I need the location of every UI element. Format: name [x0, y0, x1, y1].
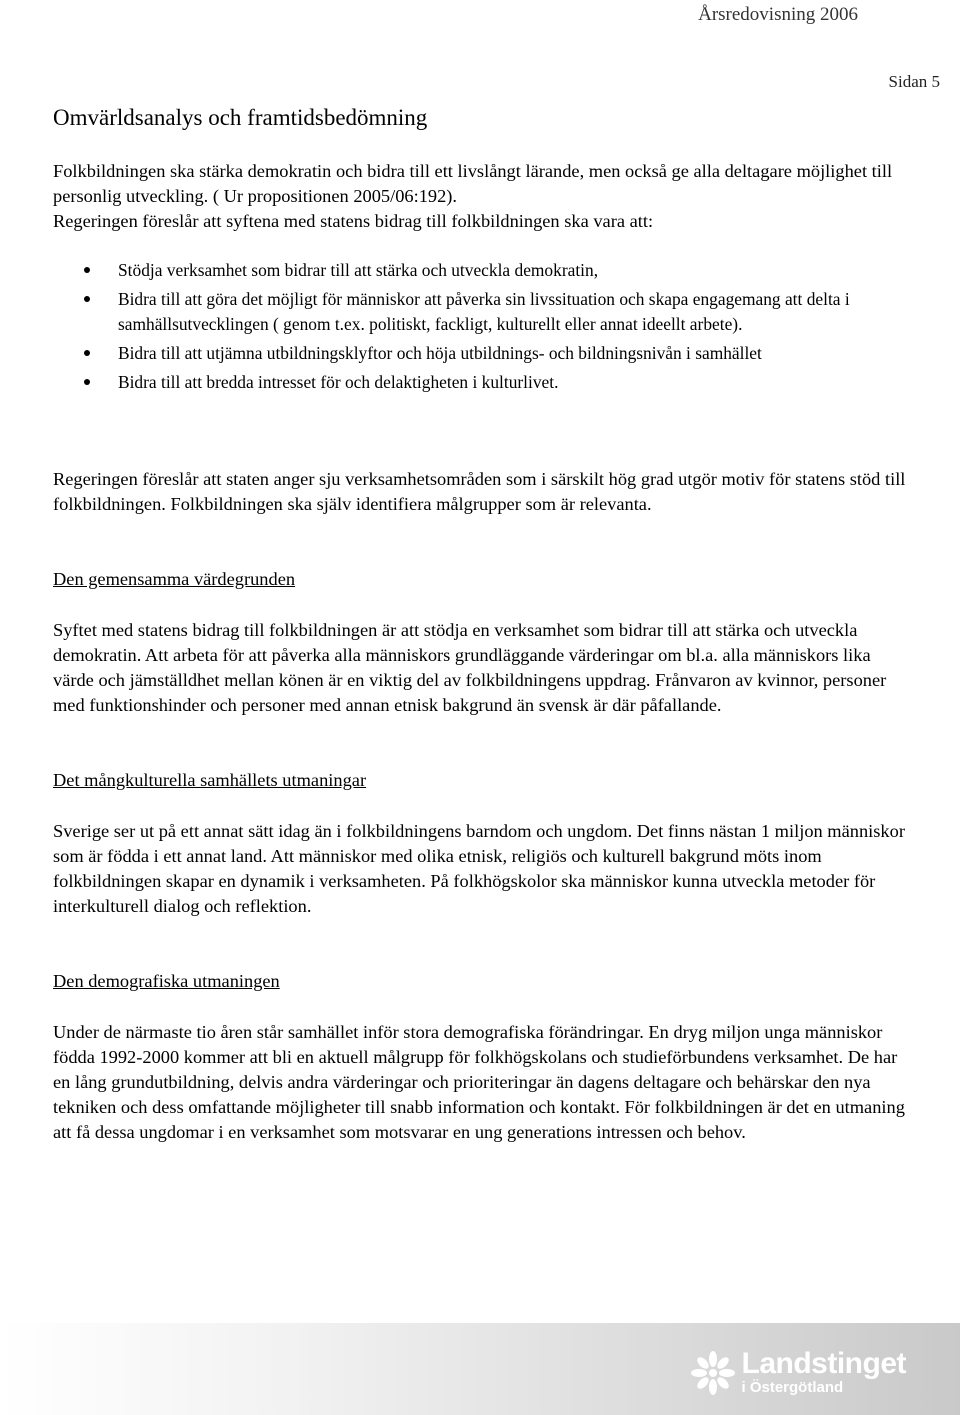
logo-line2: i Östergötland [741, 1379, 844, 1396]
bullet-icon [84, 350, 90, 356]
list-item [84, 370, 874, 395]
list-item-text: Bidra till att göra det möjligt för människor att påverka sin livssituation och skapa engagemang att delta i samhällsutvecklingen ( genom t.ex. politiskt, fackligt, kulturellt eller annat ideellt arbete). [118, 289, 850, 334]
section-text-vardegrunden: Syftet med statens bidrag till folkbildningen är att stödja en verksamhet som bidrar till att stärka och utveckla demokratin. Att arbeta för att påverka alla människors grundläggande värderingar om bl.a. alla människors lika värde och jämställdhet mellan könen är en viktig del av folkbildningens uppdrag. Frånvaron av kvinnor, personer med funktionshinder och personer med annan etnisk bakgrund än svensk är där påfallande. [53, 620, 887, 715]
section-heading-vardegrunden: Den gemensamma värdegrunden [53, 569, 296, 589]
list-item-text: Bidra till att bredda intresset för och delaktigheten i kulturlivet. [118, 372, 559, 392]
section-heading-mangkulturella: Det mångkulturella samhällets utmaningar [53, 770, 367, 790]
logo-line1: Landstinget [741, 1347, 906, 1380]
intro-paragraph: Folkbildningen ska stärka demokratin och bidra till ett livslångt lärande, men också ge alla deltagare möjlighet till personlig utveckling. ( Ur propositionen 2005/06:192). [53, 161, 893, 206]
after-list-paragraph: Regeringen föreslår att staten anger sju verksamhetsområden som i särskilt hög grad utgör motiv för statens stöd till folkbildningen. Folkbildningen ska själv identifiera målgrupper som är relevanta. [53, 469, 906, 514]
list-item-text: Bidra till att utjämna utbildningsklyftor och höja utbildnings- och bildningsnivån i samhället [118, 343, 762, 363]
list-item [84, 287, 874, 337]
page-header-title: Årsredovisning 2006 [698, 4, 858, 25]
list-item [84, 258, 874, 283]
star-flower-icon [690, 1350, 736, 1396]
bullet-icon [84, 267, 90, 273]
intro-lead-paragraph: Regeringen föreslår att syftena med statens bidrag till folkbildningen ska vara att: [53, 211, 654, 231]
section-heading-demografiska: Den demografiska utmaningen [53, 971, 280, 991]
logo-text [742, 1349, 907, 1397]
main-title: Omvärldsanalys och framtidsbedömning [53, 105, 428, 130]
landstinget-logo [690, 1349, 907, 1397]
page-number: Sidan 5 [888, 72, 940, 91]
bullet-icon [84, 296, 90, 302]
footer-band [0, 1323, 960, 1415]
section-text-demografiska: Under de närmaste tio åren står samhället inför stora demografiska förändringar. En dryg miljon unga människor födda 1992-2000 kommer att bli en aktuell målgrupp för folkhögskolans och studieförbundens verksamhet. De har en lång grundutbildning, delvis andra värderingar och prioriteringar än dagens deltagare och behärskar den nya tekniken och dess omfattande möjligheter till snabb information och kontakt. För folkbildningen är det en utmaning att få dessa ungdomar i en verksamhet som motsvarar en ung generations intressen och behov. [53, 1022, 905, 1142]
list-item [84, 341, 874, 366]
section-text-mangkulturella: Sverige ser ut på ett annat sätt idag än i folkbildningens barndom och ungdom. Det finns nästan 1 miljon människor som är födda i ett annat land. Att människor med olika etnisk, religiös och kulturell bakgrund möts inom folkbildningen skapar en dynamik i verksamheten. På folkhögskolor ska människor kunna utveckla metoder för interkulturell dialog och reflektion. [53, 821, 905, 916]
bullet-icon [84, 379, 90, 385]
aims-bullet-list [84, 258, 874, 399]
list-item-text: Stödja verksamhet som bidrar till att stärka och utveckla demokratin, [118, 260, 599, 280]
